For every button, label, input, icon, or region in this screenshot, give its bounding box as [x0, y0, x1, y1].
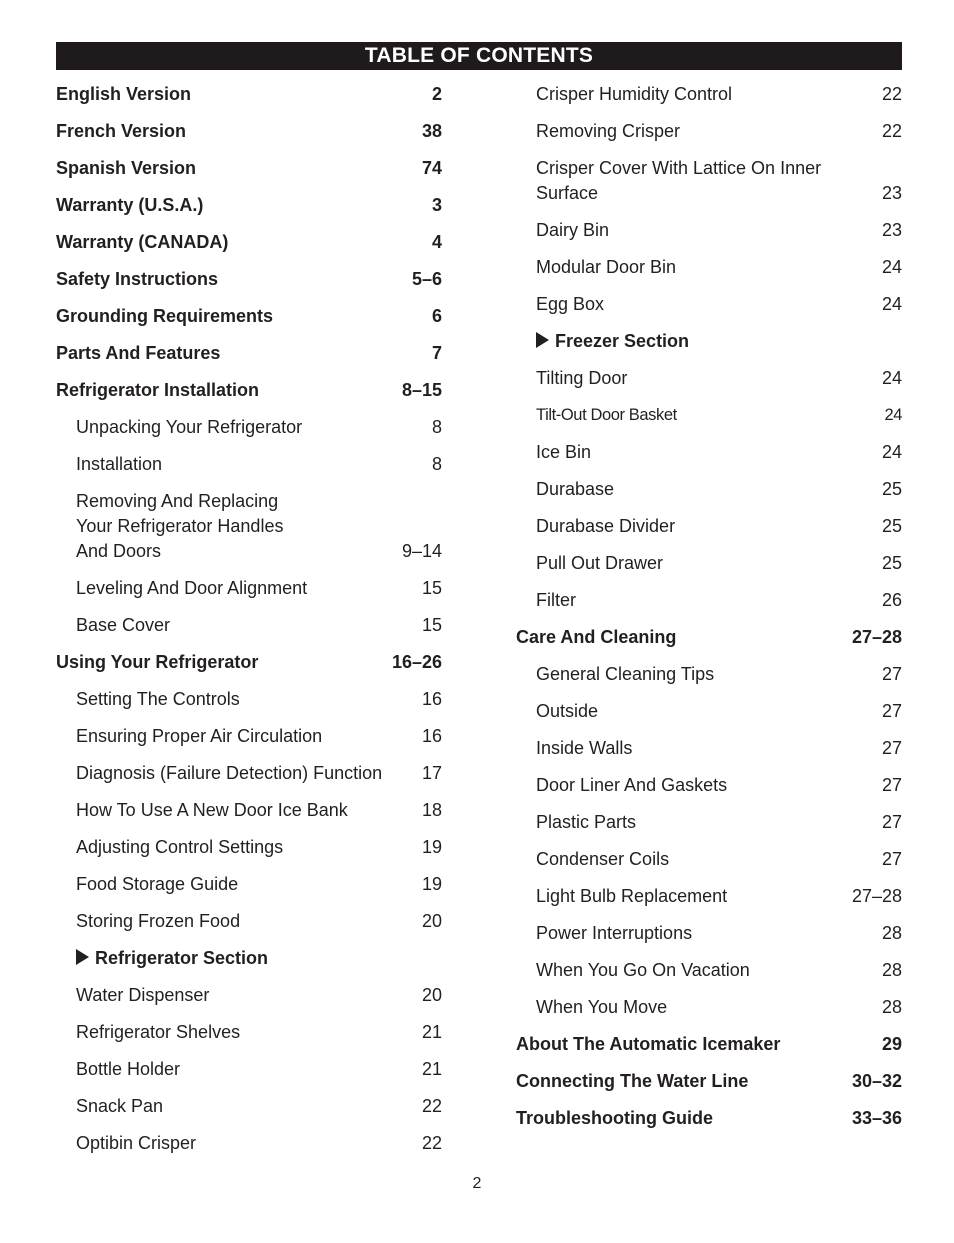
- toc-entry-title: [516, 1032, 902, 1057]
- toc-entry-page: 24: [881, 442, 902, 462]
- toc-entry-title-line: Bottle Holder: [76, 1059, 181, 1079]
- toc-entry-title-line: Modular Door Bin: [536, 257, 677, 277]
- toc-entry-page: 23: [881, 220, 902, 240]
- toc-entry-title: [516, 662, 902, 687]
- toc-entry-title: [516, 551, 902, 576]
- toc-entry-title-line: Inside Walls: [536, 738, 633, 758]
- toc-entry[interactable]: [516, 119, 902, 144]
- triangle-bullet-icon: [536, 332, 549, 348]
- toc-entry[interactable]: [56, 983, 442, 1008]
- toc-entry-page: 16–26: [391, 652, 442, 672]
- toc-entry-page: 24: [884, 406, 902, 424]
- toc-entry-title: [56, 576, 442, 601]
- toc-entry-page: 15: [421, 615, 442, 635]
- toc-entry-title: [516, 847, 902, 872]
- toc-entry[interactable]: [56, 378, 442, 403]
- page-number: 2: [472, 1175, 482, 1192]
- toc-entry-page: 5–6: [411, 269, 442, 289]
- toc-entry-page: 6: [431, 306, 442, 326]
- toc-entry[interactable]: [516, 921, 902, 946]
- toc-entry[interactable]: [56, 304, 442, 329]
- toc-entry-page: 3: [431, 195, 442, 215]
- toc-entry[interactable]: [56, 576, 442, 601]
- toc-entry-title: [56, 1020, 442, 1045]
- toc-entry-title-line: Door Liner And Gaskets: [536, 775, 728, 795]
- toc-entry-title: [56, 82, 442, 107]
- toc-entry-title: [56, 835, 442, 860]
- toc-entry[interactable]: [516, 773, 902, 798]
- toc-entry-page: 22: [881, 84, 902, 104]
- toc-entry-page: 38: [421, 121, 442, 141]
- toc-entry-title-line: Adjusting Control Settings: [76, 837, 284, 857]
- toc-entry-title: [56, 193, 442, 218]
- toc-entry-title-line: When You Go On Vacation: [536, 960, 750, 980]
- toc-entry-page: 24: [881, 368, 902, 388]
- toc-entry-title-line: Warranty (U.S.A.): [56, 195, 204, 215]
- toc-entry-title: [516, 995, 902, 1020]
- toc-entry-title-line: Ensuring Proper Air Circulation: [76, 726, 323, 746]
- toc-entry-title-line: Plastic Parts: [536, 812, 637, 832]
- toc-entry-title: [516, 218, 902, 243]
- toc-entry-page: 27: [881, 664, 902, 684]
- toc-entry-page: 27: [881, 738, 902, 758]
- toc-entry-page: 24: [881, 257, 902, 277]
- toc-entry-title-line: How To Use A New Door Ice Bank: [76, 800, 348, 820]
- toc-entry-title-line: Care And Cleaning: [516, 627, 677, 647]
- toc-entry-page: 27: [881, 775, 902, 795]
- toc-entry-page: 2: [431, 84, 442, 104]
- toc-entry[interactable]: [56, 1020, 442, 1045]
- toc-entry-title: [516, 366, 902, 391]
- toc-entry[interactable]: [516, 625, 902, 650]
- toc-entry[interactable]: [56, 724, 442, 749]
- toc-entry[interactable]: [516, 477, 902, 502]
- toc-entry-title: [516, 588, 902, 613]
- toc-entry[interactable]: [516, 329, 902, 354]
- toc-entry-title: [56, 946, 442, 971]
- toc-entry-page: 74: [421, 158, 442, 178]
- toc-entry-title: [516, 477, 902, 502]
- toc-entry-title-line: When You Move: [536, 997, 668, 1017]
- toc-entry-page: 16: [421, 726, 442, 746]
- toc-entry-page: 27: [881, 849, 902, 869]
- toc-entry-page: 29: [881, 1034, 902, 1054]
- toc-entry-title-line: Light Bulb Replacement: [536, 886, 728, 906]
- toc-entry-page: 23: [881, 183, 902, 203]
- toc-entry[interactable]: [516, 82, 902, 107]
- toc-entry-page: 17: [421, 763, 442, 783]
- toc-entry[interactable]: [56, 872, 442, 897]
- toc-entry[interactable]: [516, 699, 902, 724]
- toc-entry-page: 7: [431, 343, 442, 363]
- toc-entry-title-line: Condenser Coils: [536, 849, 670, 869]
- toc-entry-title-line: Unpacking Your Refrigerator: [76, 417, 303, 437]
- toc-entry-title-line: Grounding Requirements: [56, 306, 274, 326]
- toc-entry-title-line: General Cleaning Tips: [536, 664, 715, 684]
- toc-entry-title: [516, 699, 902, 724]
- toc-entry-title-line: Surface: [536, 183, 599, 203]
- toc-entry-title: [516, 884, 902, 909]
- toc-entry-title-line: Installation: [76, 454, 163, 474]
- toc-entry[interactable]: [56, 761, 442, 786]
- toc-entry[interactable]: [56, 1131, 442, 1156]
- toc-entry-page: 28: [881, 997, 902, 1017]
- toc-entry[interactable]: [56, 835, 442, 860]
- toc-entry-page: 21: [421, 1059, 442, 1079]
- toc-entry-page: 30–32: [851, 1071, 902, 1091]
- toc-entry[interactable]: [56, 119, 442, 144]
- toc-entry-page: 25: [881, 479, 902, 499]
- toc-entry-title-line: Egg Box: [536, 294, 605, 314]
- toc-entry[interactable]: [516, 514, 902, 539]
- toc-entry[interactable]: [56, 946, 442, 971]
- toc-entry-title-line: Dairy Bin: [536, 220, 610, 240]
- toc-entry-page: 22: [421, 1133, 442, 1153]
- toc-entry-title-line: Your Refrigerator Handles: [76, 516, 284, 536]
- toc-entry-page: 15: [421, 578, 442, 598]
- toc-entry-page: 20: [421, 985, 442, 1005]
- toc-entry-title: [516, 440, 902, 465]
- toc-entry-title-line: Ice Bin: [536, 442, 592, 462]
- toc-entry-page: 28: [881, 923, 902, 943]
- toc-entry-title-line: Water Dispenser: [76, 985, 210, 1005]
- toc-entry-title-line: Filter: [536, 590, 576, 610]
- toc-entry-page: 24: [881, 294, 902, 314]
- toc-entry-title-line: Removing Crisper: [536, 121, 681, 141]
- toc-entry-title: [56, 798, 442, 823]
- toc-entry-title: [56, 650, 442, 675]
- toc-left-column: [56, 0, 442, 1243]
- toc-right-column: [516, 0, 902, 1243]
- toc-entry-page: 27: [881, 701, 902, 721]
- toc-entry-title: [56, 1131, 442, 1156]
- toc-entry-title: [56, 983, 442, 1008]
- toc-entry-page: 8: [431, 417, 442, 437]
- toc-entry-page: 26: [881, 590, 902, 610]
- toc-entry-title-line: Tilt-Out Door Basket: [536, 406, 677, 424]
- toc-entry-page: 27–28: [851, 886, 902, 906]
- toc-entry-title-line: Durabase Divider: [536, 516, 676, 536]
- toc-entry[interactable]: [56, 1057, 442, 1082]
- toc-entry[interactable]: [56, 452, 442, 477]
- toc-entry[interactable]: [516, 1069, 902, 1094]
- toc-entry-page: 25: [881, 516, 902, 536]
- toc-entry-title: [516, 921, 902, 946]
- toc-entry-title: [56, 156, 442, 181]
- toc-entry-title-line: Diagnosis (Failure Detection) Function: [76, 763, 383, 783]
- toc-entry-title: [56, 909, 442, 934]
- toc-entry-title-line: Using Your Refrigerator: [56, 652, 259, 672]
- toc-entry[interactable]: [516, 440, 902, 465]
- toc-entry[interactable]: [516, 884, 902, 909]
- toc-entry[interactable]: [56, 341, 442, 366]
- toc-entry-title-line: Power Interruptions: [536, 923, 693, 943]
- toc-entry-page: 28: [881, 960, 902, 980]
- toc-entry-page: 19: [421, 837, 442, 857]
- toc-entry-title: [516, 958, 902, 983]
- toc-entry-page: 8: [431, 454, 442, 474]
- toc-entry-title: [56, 489, 442, 564]
- toc-entry[interactable]: [56, 82, 442, 107]
- toc-entry-title: [56, 119, 442, 144]
- toc-entry[interactable]: [56, 489, 442, 564]
- toc-entry[interactable]: [56, 1094, 442, 1119]
- toc-entry-title: [56, 304, 442, 329]
- toc-entry-page: 33–36: [851, 1108, 902, 1128]
- toc-entry-title: [56, 872, 442, 897]
- toc-entry-title: [56, 761, 442, 786]
- toc-entry-title: [56, 267, 442, 292]
- toc-entry-title: [516, 514, 902, 539]
- toc-entry-title-line: Tilting Door: [536, 368, 628, 388]
- toc-entry-title: [516, 292, 902, 317]
- toc-entry[interactable]: [516, 1032, 902, 1057]
- toc-entry-title-line: About The Automatic Icemaker: [516, 1034, 781, 1054]
- toc-entry-title: [56, 230, 442, 255]
- toc-entry-title: [56, 724, 442, 749]
- toc-entry[interactable]: [516, 588, 902, 613]
- toc-entry-title: [516, 82, 902, 107]
- toc-entry-title: [516, 156, 902, 206]
- toc-entry-title-line: Refrigerator Shelves: [76, 1022, 241, 1042]
- toc-entry[interactable]: [56, 193, 442, 218]
- toc-entry[interactable]: [516, 662, 902, 687]
- toc-entry-title: [516, 1106, 902, 1131]
- toc-entry-page: 25: [881, 553, 902, 573]
- toc-entry[interactable]: [56, 156, 442, 181]
- toc-entry-page: 21: [421, 1022, 442, 1042]
- toc-entry-title-line: Safety Instructions: [56, 269, 219, 289]
- toc-entry[interactable]: [516, 847, 902, 872]
- toc-entry-page: 9–14: [401, 541, 442, 561]
- section-heading-text: Freezer Section: [555, 331, 690, 351]
- toc-entry-title: [516, 625, 902, 650]
- toc-entry-title-line: Leveling And Door Alignment: [76, 578, 308, 598]
- toc-entry-page: 22: [881, 121, 902, 141]
- toc-entry-title-line: English Version: [56, 84, 192, 104]
- toc-entry-title-line: [76, 946, 382, 971]
- toc-entry-title-line: Warranty (CANADA): [56, 232, 229, 252]
- toc-entry-title-line: Crisper Cover With Lattice On Inner: [536, 158, 822, 178]
- toc-entry-title: [56, 1094, 442, 1119]
- toc-entry-title-line: Crisper Humidity Control: [536, 84, 733, 104]
- triangle-bullet-icon: [76, 949, 89, 965]
- toc-entry-title: [516, 403, 902, 428]
- toc-entry-page: 18: [421, 800, 442, 820]
- toc-entry[interactable]: [56, 798, 442, 823]
- toc-entry-title: [516, 773, 902, 798]
- toc-entry-title-line: Setting The Controls: [76, 689, 240, 709]
- toc-entry[interactable]: [516, 551, 902, 576]
- toc-entry[interactable]: [516, 218, 902, 243]
- toc-entry[interactable]: [516, 736, 902, 761]
- toc-entry-title: [56, 1057, 442, 1082]
- toc-entry-title-line: Pull Out Drawer: [536, 553, 664, 573]
- toc-entry-title-line: Outside: [536, 701, 599, 721]
- toc-entry-page: 20: [421, 911, 442, 931]
- toc-entry-title-line: Connecting The Water Line: [516, 1071, 749, 1091]
- toc-entry-title-line: Food Storage Guide: [76, 874, 239, 894]
- toc-entry-title-line: Durabase: [536, 479, 615, 499]
- toc-entry[interactable]: [516, 403, 902, 428]
- toc-entry-page: 16: [421, 689, 442, 709]
- toc-entry[interactable]: [516, 1106, 902, 1131]
- toc-entry[interactable]: [56, 687, 442, 712]
- toc-entry-page: 8–15: [401, 380, 442, 400]
- toc-entry-title-line: Snack Pan: [76, 1096, 164, 1116]
- toc-entry-title-line: Spanish Version: [56, 158, 197, 178]
- toc-entry-title: [56, 341, 442, 366]
- toc-entry[interactable]: [516, 958, 902, 983]
- section-heading-text: Refrigerator Section: [95, 948, 269, 968]
- toc-entry[interactable]: [56, 267, 442, 292]
- toc-entry[interactable]: [516, 995, 902, 1020]
- toc-entry-title: [56, 687, 442, 712]
- toc-entry-title: [516, 119, 902, 144]
- toc-entry-title-line: Removing And Replacing: [76, 491, 279, 511]
- toc-entry-title-line: Refrigerator Installation: [56, 380, 260, 400]
- toc-entry[interactable]: [56, 230, 442, 255]
- toc-entry-title: [516, 810, 902, 835]
- toc-entry-title-line: French Version: [56, 121, 187, 141]
- toc-entry-title: [56, 452, 442, 477]
- toc-entry-page: 4: [431, 232, 442, 252]
- toc-entry[interactable]: [56, 613, 442, 638]
- toc-entry[interactable]: [516, 810, 902, 835]
- toc-entry-title: [516, 1069, 902, 1094]
- toc-entry-title: [56, 378, 442, 403]
- toc-entry-page: 27–28: [851, 627, 902, 647]
- toc-entry[interactable]: [56, 909, 442, 934]
- toc-entry[interactable]: [516, 366, 902, 391]
- toc-entry-page: 27: [881, 812, 902, 832]
- toc-entry-title-line: Optibin Crisper: [76, 1133, 197, 1153]
- toc-entry-page: 22: [421, 1096, 442, 1116]
- toc-entry[interactable]: [516, 255, 902, 280]
- toc-entry[interactable]: [56, 415, 442, 440]
- toc-title: TABLE OF CONTENTS: [56, 42, 902, 70]
- toc-entry-title: [56, 415, 442, 440]
- toc-entry-title-line: [536, 329, 842, 354]
- toc-entry-title-line: Base Cover: [76, 615, 171, 635]
- toc-entry-title: [516, 329, 902, 354]
- toc-entry-title-line: Troubleshooting Guide: [516, 1108, 713, 1128]
- toc-entry-title: [516, 255, 902, 280]
- toc-entry[interactable]: [516, 292, 902, 317]
- toc-entry-title-line: And Doors: [76, 541, 162, 561]
- toc-entry-title: [516, 736, 902, 761]
- toc-entry-title: [56, 613, 442, 638]
- toc-entry[interactable]: [516, 156, 902, 206]
- toc-entry[interactable]: [56, 650, 442, 675]
- toc-entry-page: 19: [421, 874, 442, 894]
- toc-entry-title-line: Parts And Features: [56, 343, 221, 363]
- toc-entry-title-line: Storing Frozen Food: [76, 911, 241, 931]
